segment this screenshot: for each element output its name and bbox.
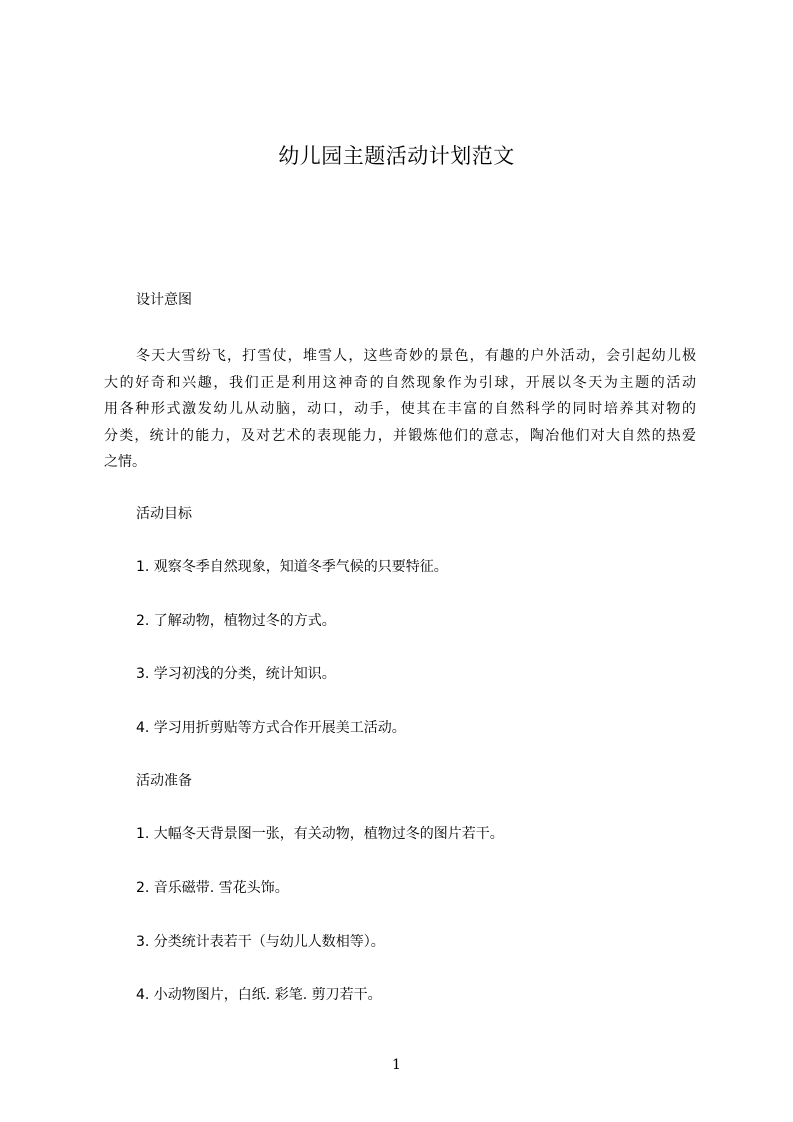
paragraph-line: 用各种形式激发幼儿从动脑，动口，动手，使其在丰富的自然科学的同时培养其对物的 bbox=[104, 401, 696, 417]
document-title: 幼儿园主题活动计划范文 bbox=[278, 144, 515, 168]
section-heading-preparation: 活动准备 bbox=[136, 773, 192, 789]
goal-item: 2. 了解动物，植物过冬的方式。 bbox=[136, 613, 336, 629]
preparation-item: 3. 分类统计表若干（与幼儿人数相等）。 bbox=[136, 934, 385, 950]
preparation-item: 2. 音乐磁带. 雪花头饰。 bbox=[136, 880, 289, 896]
goal-item: 3. 学习初浅的分类，统计知识。 bbox=[136, 666, 336, 682]
paragraph-line: 大的好奇和兴趣，我们正是利用这神奇的自然现象作为引球，开展以冬天为主题的活动 bbox=[104, 374, 696, 391]
page-number: 1 bbox=[392, 1057, 401, 1073]
paragraph-line: 分类，统计的能力，及对艺术的表现能力，并锻炼他们的意志，陶冶他们对大自然的热爱 bbox=[104, 427, 696, 444]
paragraph-line: 之情。 bbox=[104, 454, 146, 470]
paragraph-line: 冬天大雪纷飞，打雪仗，堆雪人，这些奇妙的景色，有趣的户外活动，会引起幼儿极 bbox=[136, 348, 696, 364]
goal-item: 4. 学习用折剪贴等方式合作开展美工活动。 bbox=[136, 720, 406, 736]
preparation-item: 1. 大幅冬天背景图一张，有关动物，植物过冬的图片若干。 bbox=[136, 826, 504, 842]
preparation-item: 4. 小动物图片，白纸. 彩笔. 剪刀若干。 bbox=[136, 987, 382, 1003]
section-heading-goals: 活动目标 bbox=[136, 506, 192, 522]
goal-item: 1. 观察冬季自然现象，知道冬季气候的只要特征。 bbox=[136, 559, 448, 575]
design-intent-paragraph bbox=[104, 343, 696, 476]
section-heading-design-intent: 设计意图 bbox=[136, 292, 192, 308]
